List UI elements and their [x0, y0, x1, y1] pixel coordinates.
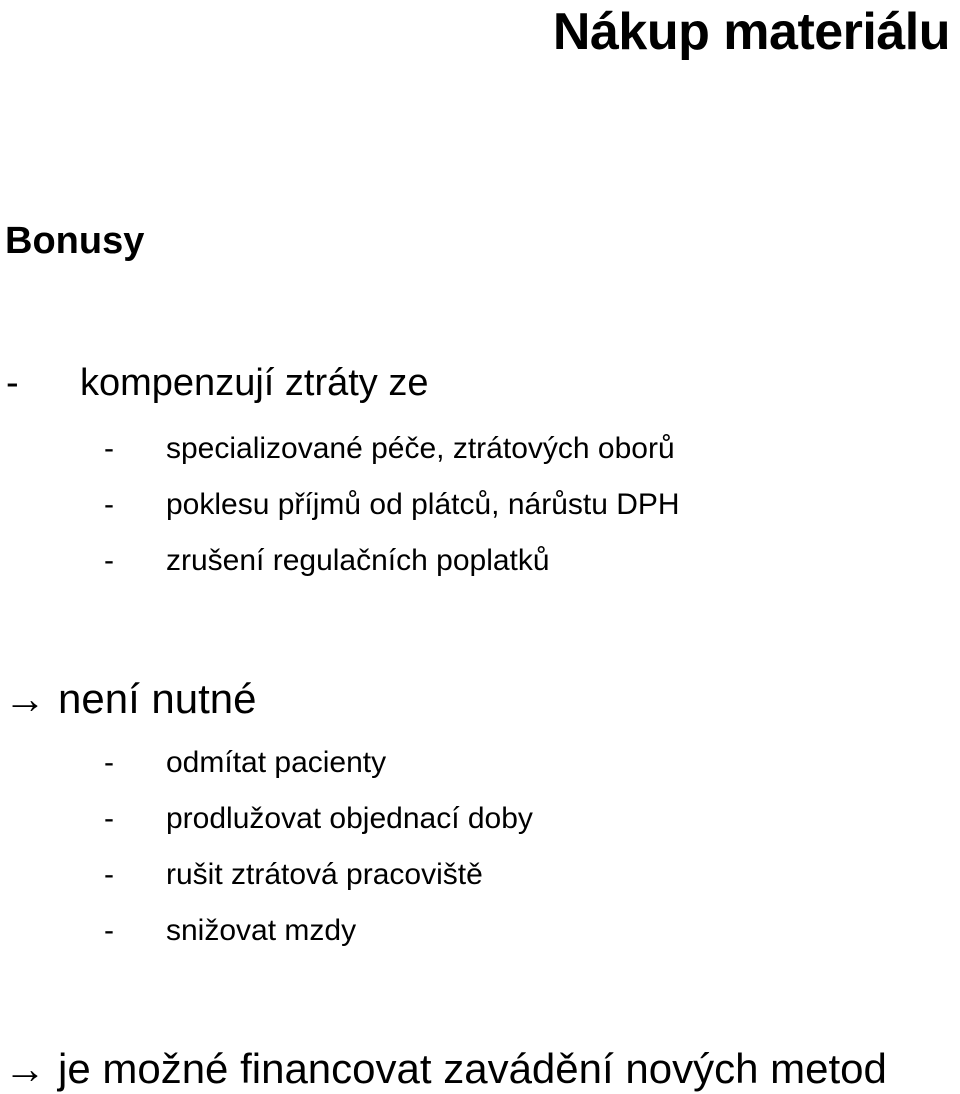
list-bullet: - [104, 746, 114, 779]
arrow-right-icon: → [4, 1045, 46, 1092]
section-heading: Bonusy [5, 220, 145, 262]
list-bullet: - [104, 802, 114, 835]
compensation-lead: kompenzují ztráty ze [80, 362, 429, 404]
list-item: prodlužovat objednací doby [166, 802, 533, 835]
list-item: odmítat pacienty [166, 746, 387, 779]
list-item: rušit ztrátová pracoviště [166, 858, 483, 891]
possible-lead: je možné financovat zavádění nových metod [58, 1045, 887, 1092]
list-item: specializované péče, ztrátových oborů [166, 432, 675, 465]
page-title: Nákup materiálu [552, 3, 950, 61]
list-bullet: - [104, 544, 114, 577]
list-bullet: - [6, 362, 19, 404]
not-necessary-line [4, 674, 257, 724]
not-necessary-lead: není nutné [58, 675, 257, 722]
list-bullet: - [104, 488, 114, 521]
list-item: poklesu příjmů od plátců, nárůstu DPH [166, 488, 680, 521]
list-bullet: - [104, 858, 114, 891]
list-bullet: - [104, 914, 114, 947]
list-item: snižovat mzdy [166, 914, 357, 947]
list-item: zrušení regulačních poplatků [166, 544, 550, 577]
arrow-right-icon: → [4, 675, 46, 722]
possible-line [4, 1044, 887, 1094]
list-bullet: - [104, 432, 114, 465]
